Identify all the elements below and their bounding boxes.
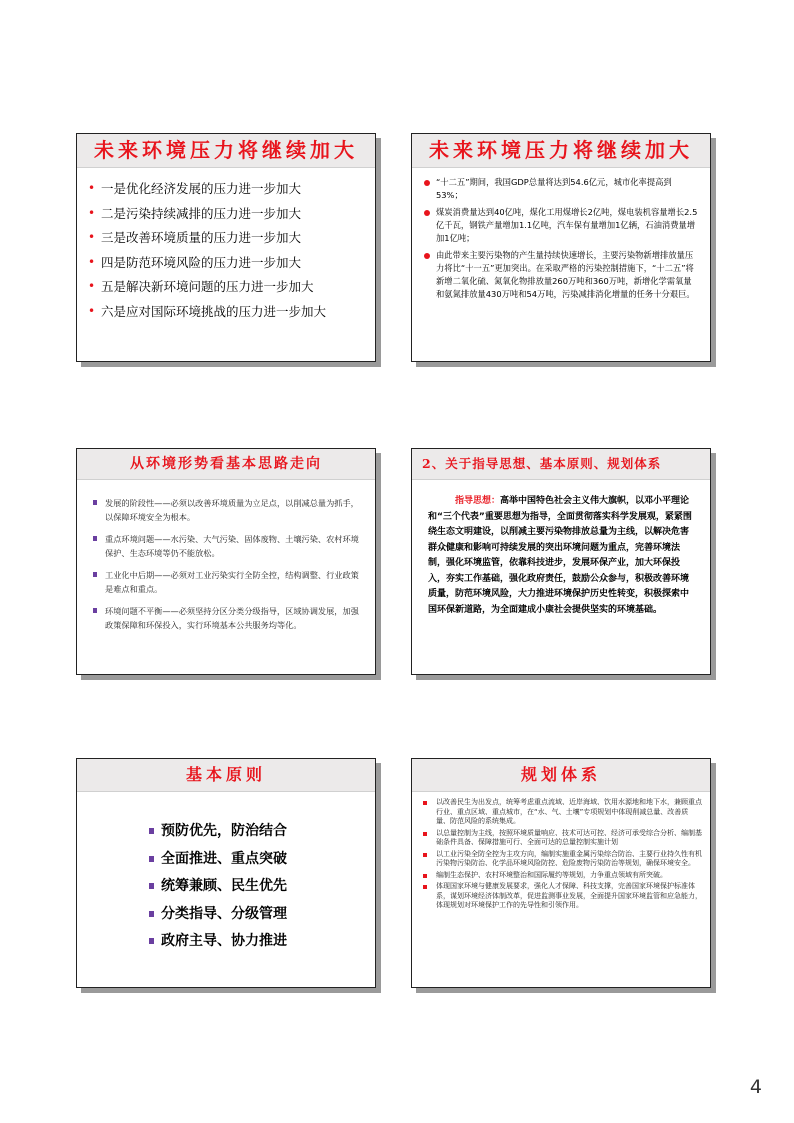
list-item: • 五是解决新环境问题的压力进一步加大 [87, 279, 371, 294]
list-item: 政府主导、协力推进 [149, 931, 365, 951]
slide-title: 2、关于指导思想、基本原则、规划体系 [412, 449, 710, 480]
slide-1 [76, 133, 376, 362]
slide-title: 规划体系 [412, 759, 710, 792]
list-item: 分类指导、分级管理 [149, 904, 365, 924]
list-item: • 二是污染持续减排的压力进一步加大 [87, 206, 371, 221]
lead-label: 指导思想： [455, 496, 501, 506]
list-item: • 一是优化经济发展的压力进一步加大 [87, 181, 371, 196]
bullet-list [77, 168, 375, 319]
list-item: 由此带来主要污染物的产生量持续快速增长，主要污染物新增排放量压力将比“十一五”更加突出。在采取严格的污染控制措施下，“十二五”将新增二氧化硫、氮氧化物排放量260万吨和360万吨，新增化学需氧量和氨氮排放量430万吨和54万吨，污染减排消化增量的任务十分艰巨。 [422, 249, 698, 301]
slide-2 [411, 133, 711, 362]
list-item: 重点环境问题——水污染、大气污染、固体废物、土壤污染、农村环境保护、生态环境等仍不能放松。 [91, 532, 365, 560]
slide-title: 未来环境压力将继续加大 [412, 134, 710, 168]
list-item: 体现国家环境与健康发展要求，强化人才保障、科技支撑，完善国家环境保护标准体系，谋划环境经济体制改革，促进监测事业发展，全面提升国家环境监管和应急能力，体现规划对环境保护工作的先导性和引领作用。 [422, 882, 702, 911]
bullet-list [77, 792, 375, 951]
list-item: 全面推进、重点突破 [149, 849, 365, 869]
list-item: • 四是防范环境风险的压力进一步加大 [87, 255, 371, 270]
list-item: 环境问题不平衡——必须坚持分区分类分级指导，区域协调发展，加强政策保障和环保投入，实行环境基本公共服务均等化。 [91, 604, 365, 632]
slide-title: 未来环境压力将继续加大 [77, 134, 375, 168]
slide-title: 从环境形势看基本思路走向 [77, 449, 375, 480]
list-item: 发展的阶段性——必须以改善环境质量为立足点，以削减总量为抓手，以保障环境安全为根本。 [91, 496, 365, 524]
list-item: • 六是应对国际环境挑战的压力进一步加大 [87, 304, 371, 319]
list-item: 以工业污染全防全控为主攻方向，编制实施重金属污染综合防治、主要行业持久性有机污染物污染防治、化学品环境风险防控、危险废物污染防治等规划，确保环境安全。 [422, 850, 702, 869]
list-item: 煤炭消费量达到40亿吨，煤化工用煤增长2亿吨，煤电装机容量增长2.5亿千瓦，钢铁产量增加1.1亿吨，汽车保有量增加1亿辆，石油消费量增加1亿吨； [422, 206, 698, 245]
slide-3 [76, 448, 376, 675]
slide-6 [411, 758, 711, 988]
list-item: 工业化中后期——必须对工业污染实行全防全控，结构调整、行业政策是难点和重点。 [91, 568, 365, 596]
bullet-list [412, 792, 710, 911]
list-item: 统筹兼顾、民生优先 [149, 876, 365, 896]
slide-4 [411, 448, 711, 675]
paragraph-text: 高举中国特色社会主义伟大旗帜，以邓小平理论和“三个代表”重要思想为指导，全面贯彻落实科学发展观，紧紧围绕生态文明建设，以削减主要污染物排放总量为主线，以解决危害群众健康和影响可持续发展的突出环境问题为重点，完善环境法制，强化环境监管，依靠科技进步，发展环保产业，加大环保投入，夯实工作基础，强化政府责任，鼓励公众参与，积极改善环境质量，防范环境风险，大力推进环境保护历史性转变，积极探索中国环保新道路，为全面建成小康社会提供坚实的环境基础。 [428, 496, 692, 615]
list-item: • 三是改善环境质量的压力进一步加大 [87, 230, 371, 245]
page-number: 4 [749, 1076, 762, 1098]
slide-5 [76, 758, 376, 988]
slide-title: 基本原则 [77, 759, 375, 792]
list-item: 以总量控制为主线，按照环境质量响应、技术可达可控、经济可承受综合分析、编制基础条件具备、保障措施可行、全面可达的总量控制实施计划 [422, 829, 702, 848]
list-item: “十二五”期间，我国GDP总量将达到54.6亿元，城市化率提高到53%； [422, 176, 698, 202]
bullet-list [77, 480, 375, 632]
bullet-list [412, 168, 710, 301]
guiding-ideology-paragraph [412, 480, 710, 618]
list-item: 以改善民生为出发点，统筹考虑重点流域、近岸海域、饮用水源地和地下水，兼顾重点行业、重点区域、重点城市，在“水、气、土壤”专项规划中体现削减总量、改善质量、防范风险的系统集成。 [422, 798, 702, 827]
list-item: 编制生态保护、农村环境整治和国际履约等规划，力争重点领域有所突破。 [422, 871, 702, 881]
list-item: 预防优先，防治结合 [149, 821, 365, 841]
